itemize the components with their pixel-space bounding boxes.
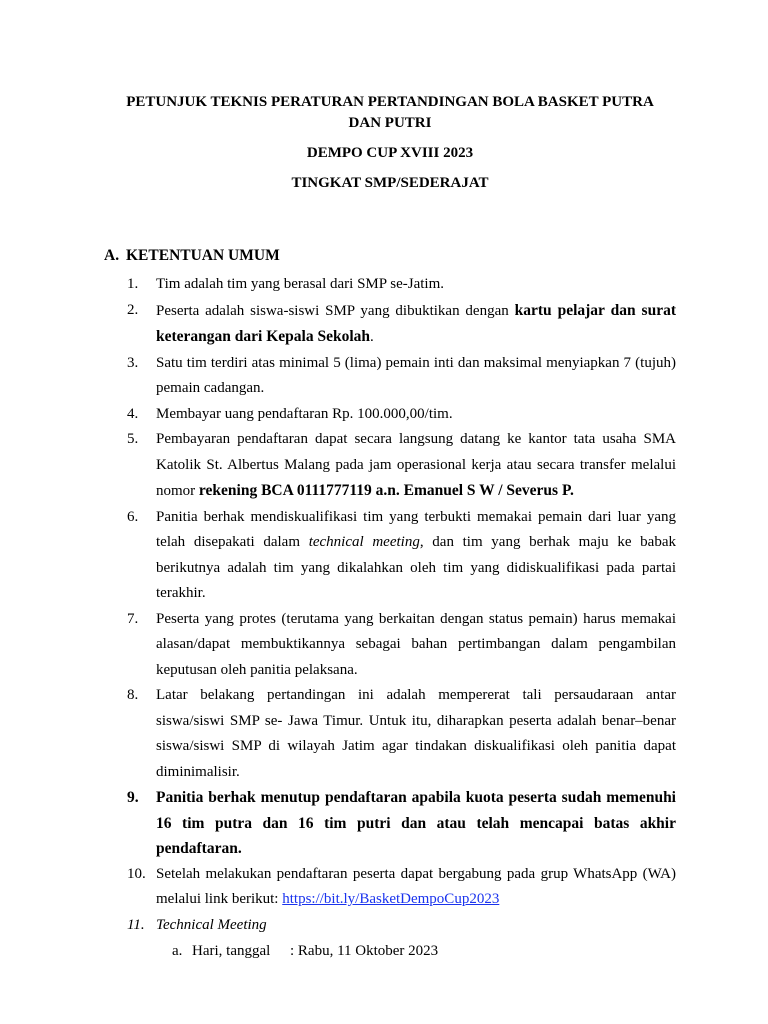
item-text-part: Peserta adalah siswa-siswi SMP yang dibuktikan dengan bbox=[156, 302, 515, 319]
item-text-bold: rekening BCA 0111777119 a.n. Emanuel S W / Severus P. bbox=[198, 482, 574, 499]
title-line-1: PETUNJUK TEKNIS PERATURAN PERTANDINGAN BOLA BASKET PUTRA bbox=[126, 94, 654, 110]
item-number: 1. bbox=[127, 276, 139, 292]
sub-item-letter: a. bbox=[172, 943, 183, 959]
list-item bbox=[104, 607, 676, 684]
list-item bbox=[104, 505, 676, 607]
item-text-italic: technical meeting bbox=[308, 534, 420, 550]
title-line-2: DAN PUTRI bbox=[348, 115, 432, 131]
list-item bbox=[104, 913, 676, 939]
item-number: 3. bbox=[127, 354, 139, 371]
item-text: Latar belakang pertandingan ini adalah mempererat tali persaudaraan antar siswa/siswi SMP se- Jawa Timur. Untuk itu, diharapkan peserta adalah benar–benar siswa/siswi SMP di wilayah Jatim agar tindakan diskualifikasi oleh panitia dapat diminimalisir. bbox=[156, 687, 676, 780]
rules-list bbox=[104, 272, 676, 938]
item-text: Peserta yang protes (terutama yang berkaitan dengan status pemain) harus memakai alasan/dapat membuktikannya sebagai bahan pertimbangan dalam pengambilan keputusan oleh panitia pelaksana. bbox=[156, 610, 676, 678]
item-text-part: , dan tim yang berhak maju ke babak berikutnya adalah tim yang dikalahkan oleh tim yang didiskualifikasi pada partai terakhir. bbox=[156, 534, 676, 601]
list-item bbox=[104, 427, 676, 505]
item-number: 7. bbox=[127, 610, 139, 627]
item-text-bold: kartu pelajar dan surat keterangan dari Kepala Sekolah bbox=[156, 301, 676, 345]
list-item bbox=[104, 785, 676, 862]
item-number: 10. bbox=[127, 865, 146, 882]
list-item bbox=[104, 272, 676, 298]
title-line-4: TINGKAT SMP/SEDERAJAT bbox=[291, 175, 489, 191]
list-item bbox=[104, 862, 676, 913]
item-number: 5. bbox=[127, 431, 139, 447]
list-item bbox=[104, 351, 676, 402]
item-text bbox=[156, 505, 676, 607]
item-text-part: Panitia berhak mendiskualifikasi tim yang terbukti memakai pemain dari luar yang telah disepakati dalam bbox=[156, 508, 676, 550]
list-item bbox=[104, 683, 676, 785]
section-title: KETENTUAN UMUM bbox=[126, 247, 280, 264]
list-item bbox=[104, 402, 676, 428]
item-text: Satu tim terdiri atas minimal 5 (lima) pemain inti dan maksimal menyiapkan 7 (tujuh) pemain cadangan. bbox=[156, 354, 676, 396]
item-text: Panitia berhak menutup pendaftaran apabila kuota peserta sudah memenuhi 16 tim putra dan 16 tim putri dan atau telah mencapai batas akhir pendaftaran. bbox=[156, 789, 676, 857]
item-text-part: Pembayaran pendaftaran dapat secara langsung datang ke kantor tata usaha SMA Katolik St. Albertus Malang pada jam operasional kerja atau secara transfer melalui nomor bbox=[156, 431, 676, 499]
sub-item-value: : Rabu, 11 Oktober 2023 bbox=[290, 943, 439, 959]
item-number: 9. bbox=[127, 789, 139, 806]
item-number: 11. bbox=[127, 916, 145, 933]
item-text: Technical Meeting bbox=[156, 916, 267, 933]
item-text-part: Setelah melakukan pendaftaran peserta dapat bergabung pada grup WhatsApp (WA) melalui link berikut: bbox=[156, 865, 676, 907]
item-text bbox=[156, 427, 676, 505]
item-number: 8. bbox=[127, 687, 139, 703]
item-number: 2. bbox=[127, 301, 139, 318]
title-line-3: DEMPO CUP XVIII 2023 bbox=[306, 145, 474, 161]
sub-item bbox=[172, 940, 676, 962]
whatsapp-group-link[interactable]: https://bit.ly/BasketDempoCup2023 bbox=[282, 891, 500, 907]
item-text bbox=[156, 862, 676, 913]
section-a-heading bbox=[104, 246, 676, 266]
section-letter: A. bbox=[104, 247, 120, 264]
list-item bbox=[104, 298, 676, 351]
item-text: Tim adalah tim yang berasal dari SMP se-Jatim. bbox=[156, 276, 445, 292]
item-number: 6. bbox=[127, 508, 139, 525]
item-number: 4. bbox=[127, 405, 139, 422]
item-text: Membayar uang pendaftaran Rp. 100.000,00/tim. bbox=[156, 405, 453, 422]
sub-item-label: Hari, tanggal bbox=[192, 943, 271, 959]
item-text-part: . bbox=[370, 329, 374, 345]
item-text bbox=[156, 298, 676, 351]
